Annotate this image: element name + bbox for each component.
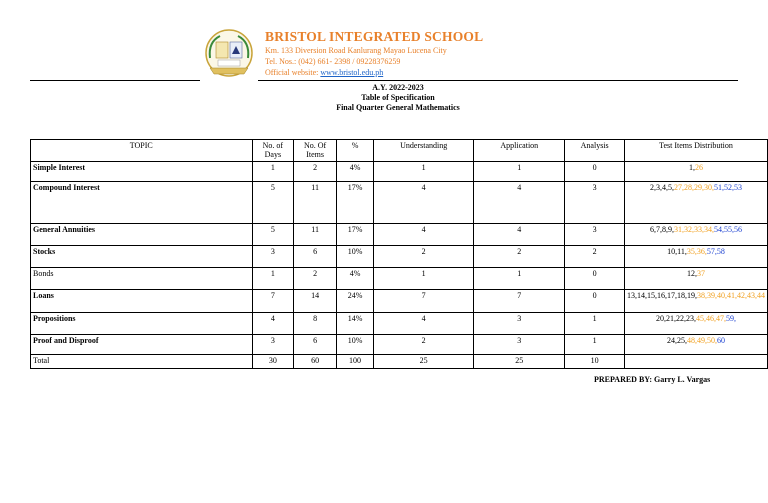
days-cell: 4	[252, 313, 294, 335]
total-days: 30	[252, 355, 294, 369]
topic-cell: Loans	[31, 290, 253, 313]
total-analysis: 10	[565, 355, 625, 369]
distribution-segment: 2,3,4,5,	[649, 183, 674, 192]
days-cell: 3	[252, 246, 294, 268]
distribution-segment: 6,7,8,9,	[649, 225, 674, 234]
distribution-segment: 12,	[686, 269, 697, 278]
header-items: No. Of Items	[294, 140, 337, 162]
distribution-segment: 20,21,22,23,	[655, 314, 696, 323]
header-rule-left	[30, 80, 200, 81]
percent-cell: 4%	[336, 268, 373, 290]
application-cell: 7	[474, 290, 565, 313]
distribution-cell	[624, 268, 767, 290]
school-website-line	[265, 68, 383, 77]
total-percent: 100	[336, 355, 373, 369]
table-row	[31, 268, 768, 290]
letterhead	[0, 0, 768, 84]
analysis-cell: 0	[565, 290, 625, 313]
table-row	[31, 246, 768, 268]
analysis-cell: 0	[565, 162, 625, 182]
total-distribution-cell	[624, 355, 767, 369]
days-cell: 7	[252, 290, 294, 313]
distribution-segment: 38,39,40,41,42,43,44	[696, 291, 765, 300]
items-cell: 8	[294, 313, 337, 335]
document-titles	[0, 83, 768, 113]
total-label: Total	[31, 355, 253, 369]
topic-cell: Bonds	[31, 268, 253, 290]
distribution-segment: 57,58	[706, 247, 725, 256]
table-header-row	[31, 140, 768, 162]
topic-cell: Proof and Disproof	[31, 335, 253, 355]
header-percent: %	[336, 140, 373, 162]
header-days: No. of Days	[252, 140, 294, 162]
distribution-segment: 13,14,15,16,17,18,19,	[626, 291, 697, 300]
topic-cell: Simple Interest	[31, 162, 253, 182]
website-label: Official website:	[265, 68, 319, 77]
items-cell: 11	[294, 182, 337, 224]
analysis-cell: 1	[565, 313, 625, 335]
understanding-cell: 7	[374, 290, 474, 313]
days-cell: 5	[252, 182, 294, 224]
understanding-cell: 1	[374, 268, 474, 290]
percent-cell: 24%	[336, 290, 373, 313]
items-cell: 14	[294, 290, 337, 313]
analysis-cell: 2	[565, 246, 625, 268]
school-address: Km. 133 Diversion Road Kanlurang Mayao Lucena City	[265, 46, 447, 55]
distribution-cell	[624, 313, 767, 335]
school-telephone: Tel. Nos.: (042) 661- 2398 / 09228376259	[265, 57, 401, 66]
application-cell: 1	[474, 268, 565, 290]
items-cell: 6	[294, 246, 337, 268]
distribution-segment: 37	[696, 269, 705, 278]
items-cell: 11	[294, 224, 337, 246]
header-rule-right	[258, 80, 738, 81]
understanding-cell: 2	[374, 246, 474, 268]
distribution-segment: 54,55,56	[713, 225, 742, 234]
days-cell: 5	[252, 224, 294, 246]
school-seal-logo	[204, 28, 254, 80]
distribution-segment: 59,	[725, 314, 736, 323]
distribution-segment: 45,46,47,	[695, 314, 726, 323]
application-cell: 2	[474, 246, 565, 268]
understanding-cell: 2	[374, 335, 474, 355]
items-cell: 2	[294, 162, 337, 182]
header-understanding: Understanding	[374, 140, 474, 162]
total-row	[31, 355, 768, 369]
items-cell: 2	[294, 268, 337, 290]
distribution-segment: 27,28,29,30,	[673, 183, 714, 192]
days-cell: 1	[252, 162, 294, 182]
header-topic: TOPIC	[31, 140, 253, 162]
understanding-cell: 4	[374, 182, 474, 224]
distribution-cell	[624, 335, 767, 355]
understanding-cell: 4	[374, 313, 474, 335]
table-row	[31, 224, 768, 246]
percent-cell: 17%	[336, 182, 373, 224]
table-row	[31, 290, 768, 313]
understanding-cell: 1	[374, 162, 474, 182]
distribution-segment: 26	[694, 163, 703, 172]
total-application: 25	[474, 355, 565, 369]
topic-cell: Compound Interest	[31, 182, 253, 224]
prepared-by: PREPARED BY: Garry L. Vargas	[594, 375, 711, 384]
document-title: Table of Specification	[361, 93, 435, 102]
analysis-cell: 3	[565, 224, 625, 246]
table-row	[31, 335, 768, 355]
application-cell: 4	[474, 224, 565, 246]
percent-cell: 10%	[336, 246, 373, 268]
percent-cell: 10%	[336, 335, 373, 355]
days-cell: 1	[252, 268, 294, 290]
items-cell: 6	[294, 335, 337, 355]
distribution-segment: 48,49,50,	[686, 336, 717, 345]
analysis-cell: 1	[565, 335, 625, 355]
table-row	[31, 162, 768, 182]
understanding-cell: 4	[374, 224, 474, 246]
distribution-cell	[624, 246, 767, 268]
application-cell: 1	[474, 162, 565, 182]
school-name: BRISTOL INTEGRATED SCHOOL	[265, 29, 484, 44]
application-cell: 4	[474, 182, 565, 224]
percent-cell: 14%	[336, 313, 373, 335]
analysis-cell: 3	[565, 182, 625, 224]
table-row	[31, 182, 768, 224]
application-cell: 3	[474, 335, 565, 355]
percent-cell: 4%	[336, 162, 373, 182]
header-analysis: Analysis	[565, 140, 625, 162]
website-link[interactable]: www.bristol.edu.ph	[320, 68, 384, 77]
distribution-cell	[624, 290, 767, 313]
distribution-segment: 31,32,33,34,	[673, 225, 714, 234]
distribution-segment: 10,11,	[667, 247, 687, 256]
header-application: Application	[474, 140, 565, 162]
days-cell: 3	[252, 335, 294, 355]
distribution-segment: 51,52,53	[713, 183, 742, 192]
academic-year: A.Y. 2022-2023	[372, 83, 424, 92]
topic-cell: Propositions	[31, 313, 253, 335]
distribution-segment: 24,25,	[666, 336, 687, 345]
distribution-cell	[624, 182, 767, 224]
topic-cell: General Annuities	[31, 224, 253, 246]
analysis-cell: 0	[565, 268, 625, 290]
distribution-segment: 35,36,	[686, 247, 707, 256]
distribution-segment: 1,	[688, 163, 695, 172]
document-subject: Final Quarter General Mathematics	[336, 103, 460, 112]
topic-cell: Stocks	[31, 246, 253, 268]
table-of-specification	[30, 139, 768, 369]
distribution-cell	[624, 162, 767, 182]
total-understanding: 25	[374, 355, 474, 369]
distribution-segment: 60	[716, 336, 725, 345]
total-items: 60	[294, 355, 337, 369]
percent-cell: 17%	[336, 224, 373, 246]
distribution-cell	[624, 224, 767, 246]
table-row	[31, 313, 768, 335]
header-distribution: Test Items Distribution	[624, 140, 767, 162]
application-cell: 3	[474, 313, 565, 335]
